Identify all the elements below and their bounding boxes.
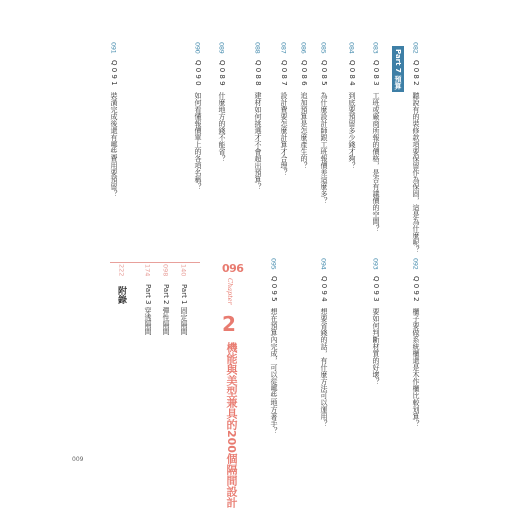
- question-number: Q 0 8 4: [348, 60, 356, 86]
- question-text: 設計費要怎麼計算才合理？: [280, 92, 288, 176]
- chapter-label: Chapter: [226, 278, 234, 305]
- page-number: 095: [269, 258, 278, 270]
- question-number: Q 0 8 3: [372, 60, 380, 86]
- part-title: Part 2 彈性隔間: [162, 284, 170, 335]
- question-text: 建材如何挑選才不會超出預算？: [254, 92, 262, 190]
- question-text: 裝潢完成後還有哪些費用要預留？: [110, 92, 118, 197]
- chapter-title: 機能與美型兼具的200個隔間設計: [225, 342, 238, 508]
- question-number: Q 0 9 3: [372, 276, 380, 302]
- appendix-page-number: 222: [117, 264, 126, 277]
- question-text: 什麼地方的錢不能省？: [218, 92, 226, 162]
- page-number: 082: [411, 42, 420, 54]
- question-number: Q 0 8 6: [300, 60, 308, 86]
- page-number: 083: [371, 42, 380, 54]
- question-number: Q 0 9 0: [194, 60, 202, 86]
- question-text: 如何看懂報價單上的各項名稱？: [194, 92, 202, 190]
- folio-page-number: 009: [72, 456, 84, 463]
- question-number: Q 0 9 4: [320, 276, 328, 302]
- question-text: 櫃子要做系統櫃還是木作櫃比較划算？: [412, 308, 420, 427]
- question-number: Q 0 8 5: [320, 60, 328, 86]
- chapter-number: 2: [222, 312, 236, 336]
- question-number: Q 0 9 5: [270, 276, 278, 302]
- page-number: 089: [217, 42, 226, 54]
- page-number: 090: [193, 42, 202, 54]
- question-text: 工班或廠商所報的價格，是否有議價的空間？: [372, 92, 380, 232]
- page-number: 084: [347, 42, 356, 54]
- question-text: 為什麼設計師跟工班報價差這麼多？: [320, 92, 328, 204]
- question-number: Q 0 8 2: [412, 60, 420, 86]
- question-text: 要如何判斷材質的好壞？: [372, 308, 380, 385]
- question-text: 追加預算是怎麼產生的？: [300, 92, 308, 169]
- part-title: Part 3 穿透隔間: [144, 284, 152, 335]
- page-number: 092: [411, 258, 420, 270]
- page-number: 085: [319, 42, 328, 54]
- question-number: Q 0 8 7: [280, 60, 288, 86]
- part-page-number: 174: [143, 264, 152, 277]
- part-page-number: 098: [161, 264, 170, 277]
- question-text: 到底要預留多少錢才夠？: [348, 92, 356, 169]
- question-text: 聽說有的裝修款項要保留作為保固，這是為什麼呢？: [412, 92, 420, 253]
- page-number: 091: [109, 42, 118, 54]
- page-number: 088: [253, 42, 262, 54]
- page-number: 087: [279, 42, 288, 54]
- part-page-number: 140: [179, 264, 188, 277]
- question-text: 想要省錢的話，有什麼方法可以運用？: [320, 308, 328, 427]
- question-text: 想在預算內完成，可以從哪些地方著手？: [270, 308, 278, 434]
- appendix-label: 附錄: [116, 286, 126, 304]
- chapter-page-number: 096: [222, 262, 244, 275]
- question-number: Q 0 8 9: [218, 60, 226, 86]
- category-tab: Part 7 預算: [392, 46, 404, 92]
- question-number: Q 0 8 8: [254, 60, 262, 86]
- question-number: Q 0 9 2: [412, 276, 420, 302]
- page-number: 094: [319, 258, 328, 270]
- page-number: 093: [371, 258, 380, 270]
- page-number: 086: [299, 42, 308, 54]
- question-number: Q 0 9 1: [110, 60, 118, 86]
- divider-line: [110, 262, 200, 263]
- part-title: Part 1 固定隔間: [180, 284, 188, 335]
